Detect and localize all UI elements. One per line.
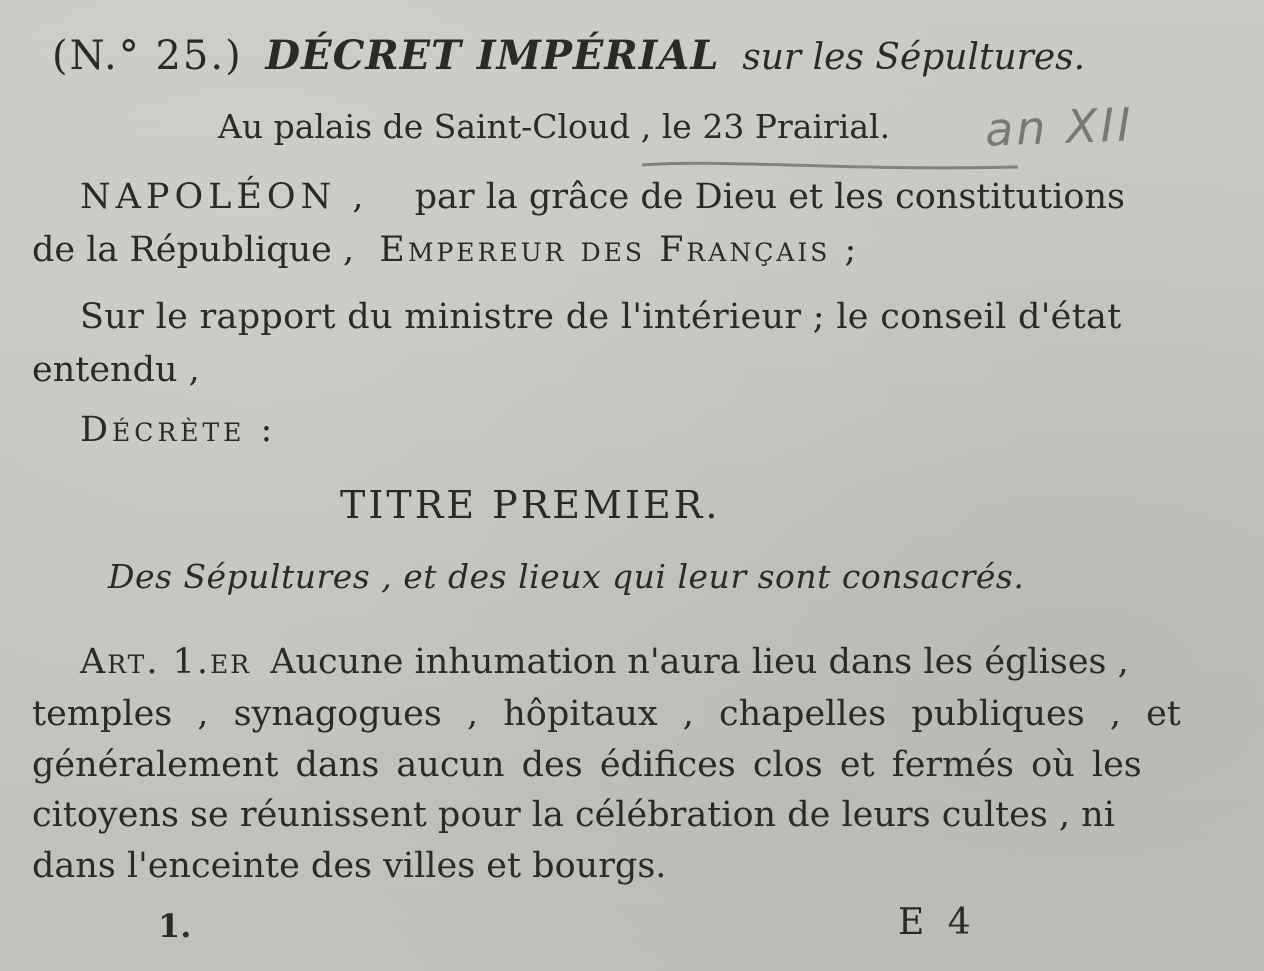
title-subtitle: Des Sépultures , et des lieux qui leur sont consacrés. xyxy=(108,557,1025,596)
decree-title: DÉCRET IMPÉRIAL xyxy=(265,32,720,79)
article-1-line-2 xyxy=(32,694,1181,734)
article-1-text-2: temples , synagogues , hôpitaux , chapelles publiques , et xyxy=(32,694,1181,734)
decree-number: (N.° 25.) xyxy=(52,33,243,79)
emperor-title: Empereur des Français ; xyxy=(379,230,860,270)
decrees-label: Décrète : xyxy=(80,410,277,450)
considering-line-1: Sur le rapport du ministre de l'intérieur ; le conseil d'état xyxy=(80,297,1122,337)
article-1-text-1: Aucune inhumation n'aura lieu dans les églises , xyxy=(270,642,1129,682)
footer-gathering-mark: E 4 xyxy=(898,902,977,943)
title-heading: TITRE PREMIER. xyxy=(340,483,721,527)
footer-signature: 1. xyxy=(158,907,192,945)
article-1-line-1 xyxy=(80,642,1129,682)
preamble-line-2 xyxy=(32,230,860,270)
handwritten-note: an XII xyxy=(984,97,1135,157)
decree-subject: sur les Sépultures. xyxy=(742,37,1086,78)
preamble-line-1-rest: par la grâce de Dieu et les constitutions xyxy=(414,177,1125,217)
article-1-line-3: généralement dans aucun des édifices clos et fermés où les xyxy=(32,745,1142,785)
preamble-line-1 xyxy=(80,177,1125,217)
article-1-line-4: citoyens se réunissent pour la célébration de leurs cultes , ni xyxy=(32,795,1115,835)
decree-header xyxy=(52,32,1086,79)
article-1-line-5: dans l'enceinte des villes et bourgs. xyxy=(32,846,667,886)
preamble-line-2-start: de la République , xyxy=(32,230,355,270)
place-date: Au palais de Saint-Cloud , le 23 Prairial. xyxy=(218,107,891,146)
article-label: Art. 1.er xyxy=(80,642,252,682)
considering-line-2: entendu , xyxy=(32,350,200,390)
emperor-name: NAPOLÉON , xyxy=(80,177,369,217)
